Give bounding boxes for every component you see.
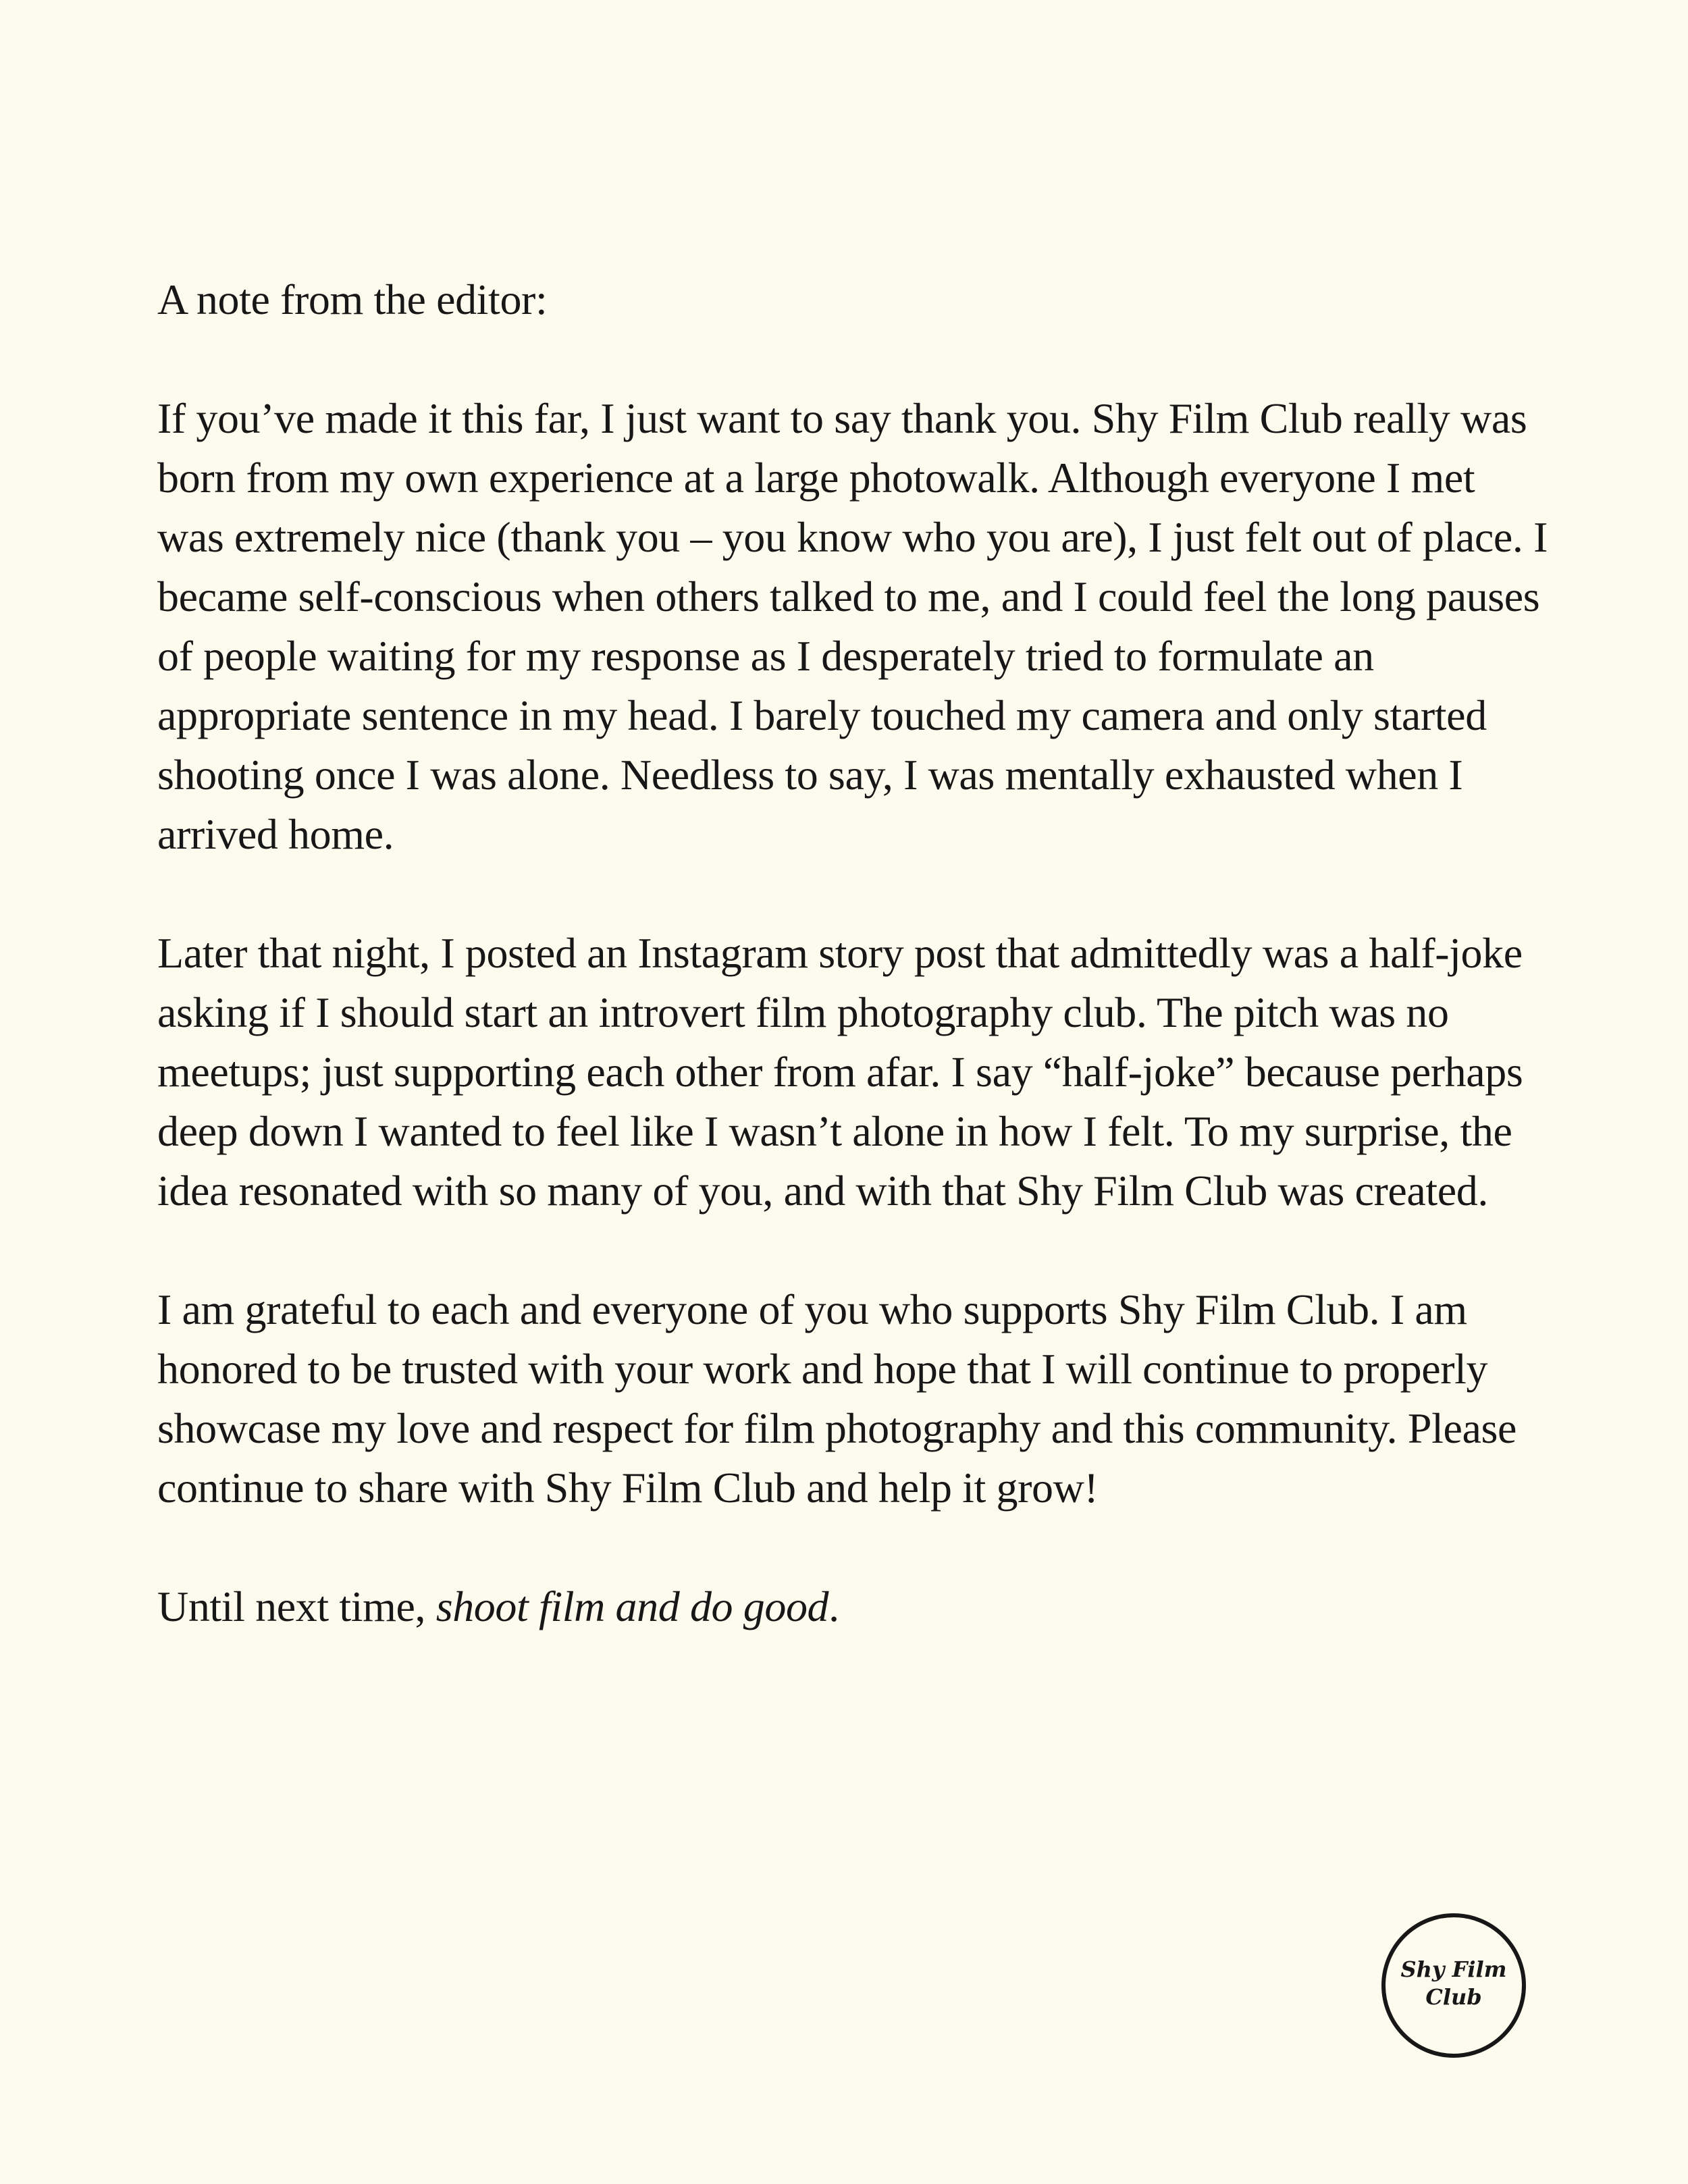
- letter-salutation: A note from the editor:: [157, 275, 548, 323]
- seal-line-1: Shy Film: [1400, 1956, 1507, 1982]
- letter-paragraph-2: Later that night, I posted an Instagram story post that admittedly was a half-joke asking if I should start an introvert film photography club. The pitch was no meetups; just supporting each other from afar. I say “half-joke” because perhaps deep down I wanted to feel like I wasn’t alone in how I felt. To my surprise, the idea resonated with so many of you, and with that Shy Film Club was created.: [157, 929, 1523, 1215]
- letter-paragraph-3: I am grateful to each and everyone of you who supports Shy Film Club. I am honored to be trusted with your work and hope that I will continue to properly showcase my love and respect for film photography and this community. Please continue to share with Shy Film Club and help it grow!: [157, 1285, 1516, 1512]
- signoff-emphasis: shoot film and do good: [436, 1582, 829, 1630]
- editor-letter: [157, 270, 1548, 1636]
- signoff-prefix: Until next time,: [157, 1582, 436, 1630]
- letter-signoff: [157, 1577, 1548, 1636]
- shy-film-club-seal: [1381, 1913, 1526, 2058]
- seal-text: [1396, 1956, 1511, 2011]
- letter-paragraph-1: If you’ve made it this far, I just want to say thank you. Shy Film Club really was born from my own experience at a large photowalk. Although everyone I met was extremely nice (thank you – you know who you are), I just felt out of place. I became self-conscious when others talked to me, and I could feel the long pauses of people waiting for my response as I desperately tried to formulate an appropriate sentence in my head. I barely touched my camera and only started shooting once I was alone. Needless to say, I was mentally exhausted when I arrived home.: [157, 394, 1548, 858]
- signoff-suffix: .: [828, 1582, 839, 1630]
- seal-line-2: Club: [1425, 1984, 1482, 2010]
